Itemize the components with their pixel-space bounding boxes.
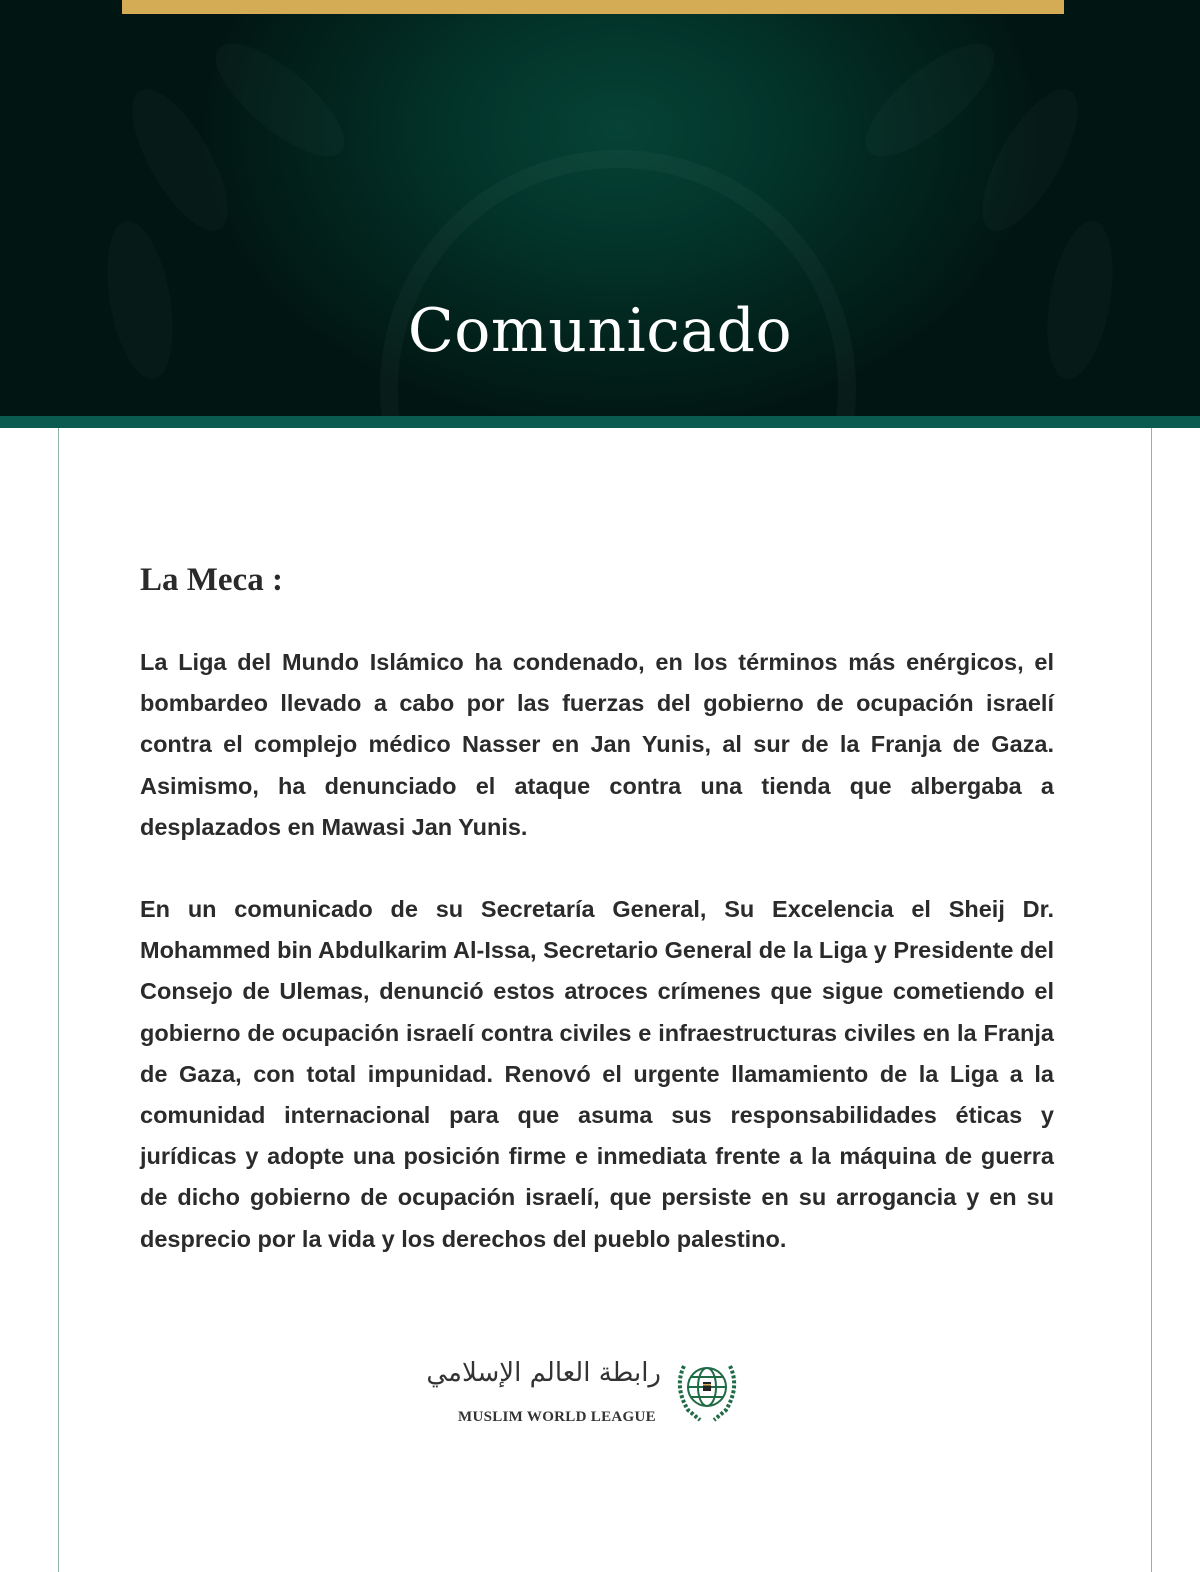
leaf-decoration xyxy=(964,76,1096,245)
document-body xyxy=(140,642,1054,1260)
globe-wreath-icon xyxy=(670,1352,744,1426)
header-band xyxy=(0,416,1200,428)
dateline: La Meca : xyxy=(140,562,283,598)
left-border xyxy=(58,428,59,1572)
right-border xyxy=(1151,428,1152,1572)
paragraph: La Liga del Mundo Islámico ha condenado, en los términos más enérgicos, el bombardeo llevado a cabo por las fuerzas del gobierno de ocupación israelí contra el complejo médico Nasser en Jan Yunis, al sur de la Franja de Gaza. Asimismo, ha denunciado el ataque contra una tienda que albergaba a desplazados en Mawasi Jan Yunis. xyxy=(140,649,1054,840)
logo-english-text: MUSLIM WORLD LEAGUE xyxy=(458,1408,656,1425)
leaf-decoration xyxy=(114,76,246,245)
document-content xyxy=(140,560,1054,1430)
mwl-logo xyxy=(426,1350,746,1430)
logo-arabic-text: رابطة العالم الإسلامي xyxy=(426,1357,661,1388)
paragraph: En un comunicado de su Secretaría General, Su Excelencia el Sheij Dr. Mohammed bin Abdulkarim Al-Issa, Secretario General de la Liga y Presidente del Consejo de Ulemas, denunció estos atroces crímenes que sigue cometiendo el gobierno de ocupación israelí contra civiles e infraestructuras civiles en la Franja de Gaza, con total impunidad. Renovó el urgente llamamiento de la Liga a la comunidad internacional para que asuma sus responsabilidades éticas y jurídicas y adopte una posición firme e inmediata frente a la máquina de guerra de dicho gobierno de ocupación israelí, que persiste en su arrogancia y en su desprecio por la vida y los derechos del pueblo palestino. xyxy=(140,896,1054,1252)
leaf-decoration xyxy=(849,26,1010,175)
leaf-decoration xyxy=(199,26,360,175)
header-banner xyxy=(0,0,1200,416)
gold-bar xyxy=(122,0,1064,14)
globe-watermark xyxy=(380,150,856,416)
page-title: Comunicado xyxy=(407,296,793,366)
